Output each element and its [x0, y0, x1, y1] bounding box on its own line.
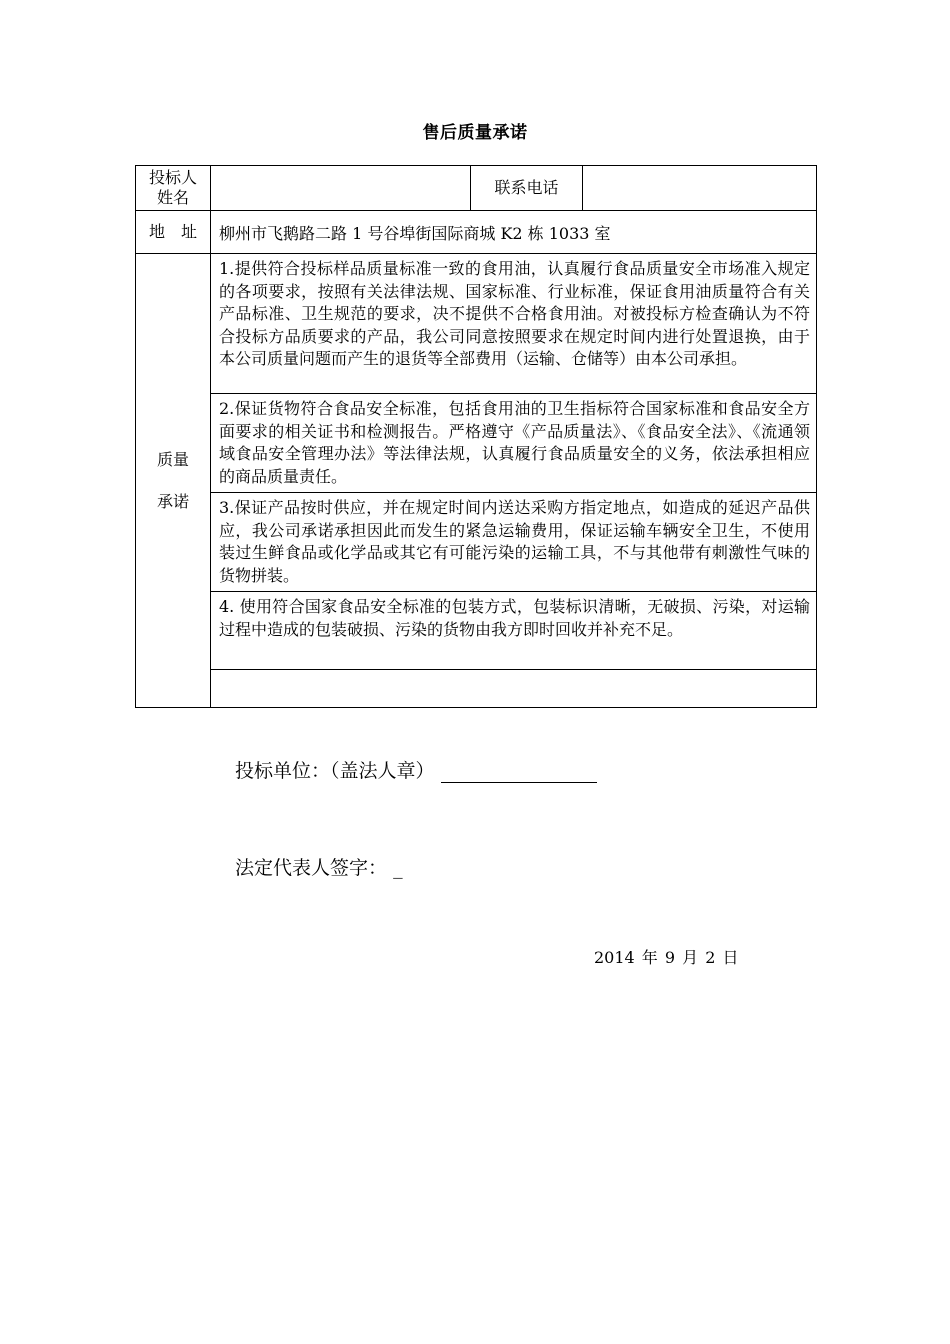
- bidder-row: [136, 166, 817, 211]
- commitment-row: [136, 493, 817, 592]
- phone-field[interactable]: [583, 166, 817, 211]
- legal-rep-sign-field[interactable]: _: [393, 857, 403, 879]
- commitment-item: 1.提供符合投标样品质量标准一致的食用油，认真履行食品质量安全市场准入规定的各项要求，按照有关法律法规、国家标准、行业标准，保证食用油质量符合有关产品标准、卫生规范的要求，决不提供不合格食用油。对被投标方检查确认为不符合投标方品质要求的产品，我公司同意按照要求在规定时间内进行处置退换，由于本公司质量问题而产生的退货等全部费用（运输、仓储等）由本公司承担。: [211, 254, 817, 394]
- address-value: 柳州市飞鹅路二路 1 号谷埠街国际商城 K2 栋 1033 室: [211, 211, 817, 254]
- bidder-name-field[interactable]: [211, 166, 471, 211]
- document-date: 2014 年 9 月 2 日: [594, 948, 739, 967]
- commitment-item: 4. 使用符合国家食品安全标准的包装方式，包装标识清晰，无破损、污染，对运输过程中造成的包装破损、污染的货物由我方即时回收并补充不足。: [211, 592, 817, 670]
- commitment-row: [136, 254, 817, 394]
- address-row: [136, 211, 817, 254]
- bidder-unit-seal-line[interactable]: [441, 760, 597, 783]
- commitment-item-empty[interactable]: [211, 670, 817, 708]
- quality-commitment-label: 质量 承诺: [136, 254, 211, 708]
- commitment-row: [136, 394, 817, 493]
- legal-rep-label: 法定代表人签字：: [235, 857, 388, 879]
- commitment-item: 2.保证货物符合食品安全标准，包括食用油的卫生指标符合国家标准和食品安全方面要求的相关证书和检测报告。严格遵守《产品质量法》、《食品安全法》、《流通领域食品安全管理办法》等法律法规，认真履行食品质量安全的义务，依法承担相应的商品质量责任。: [211, 394, 817, 493]
- phone-label: 联系电话: [471, 166, 583, 211]
- bidder-name-label: 投标人 姓名: [136, 166, 211, 211]
- commitment-row: [136, 592, 817, 670]
- commitment-item: 3.保证产品按时供应，并在规定时间内送达采购方指定地点，如造成的延迟产品供应，我公司承诺承担因此而发生的紧急运输费用，保证运输车辆安全卫生，不使用装过生鲜食品或化学品或其它有可能污染的运输工具，不与其他带有刺激性气味的货物拼装。: [211, 493, 817, 592]
- document-title: 售后质量承诺: [422, 123, 528, 143]
- legal-rep-signature: [235, 853, 403, 880]
- bidder-unit-label: 投标单位：（盖法人章）: [235, 760, 435, 782]
- bidder-unit-signature: [235, 756, 597, 783]
- commitment-row: [136, 670, 817, 708]
- commitment-form-table: [135, 165, 817, 708]
- address-label: 地 址: [136, 211, 211, 254]
